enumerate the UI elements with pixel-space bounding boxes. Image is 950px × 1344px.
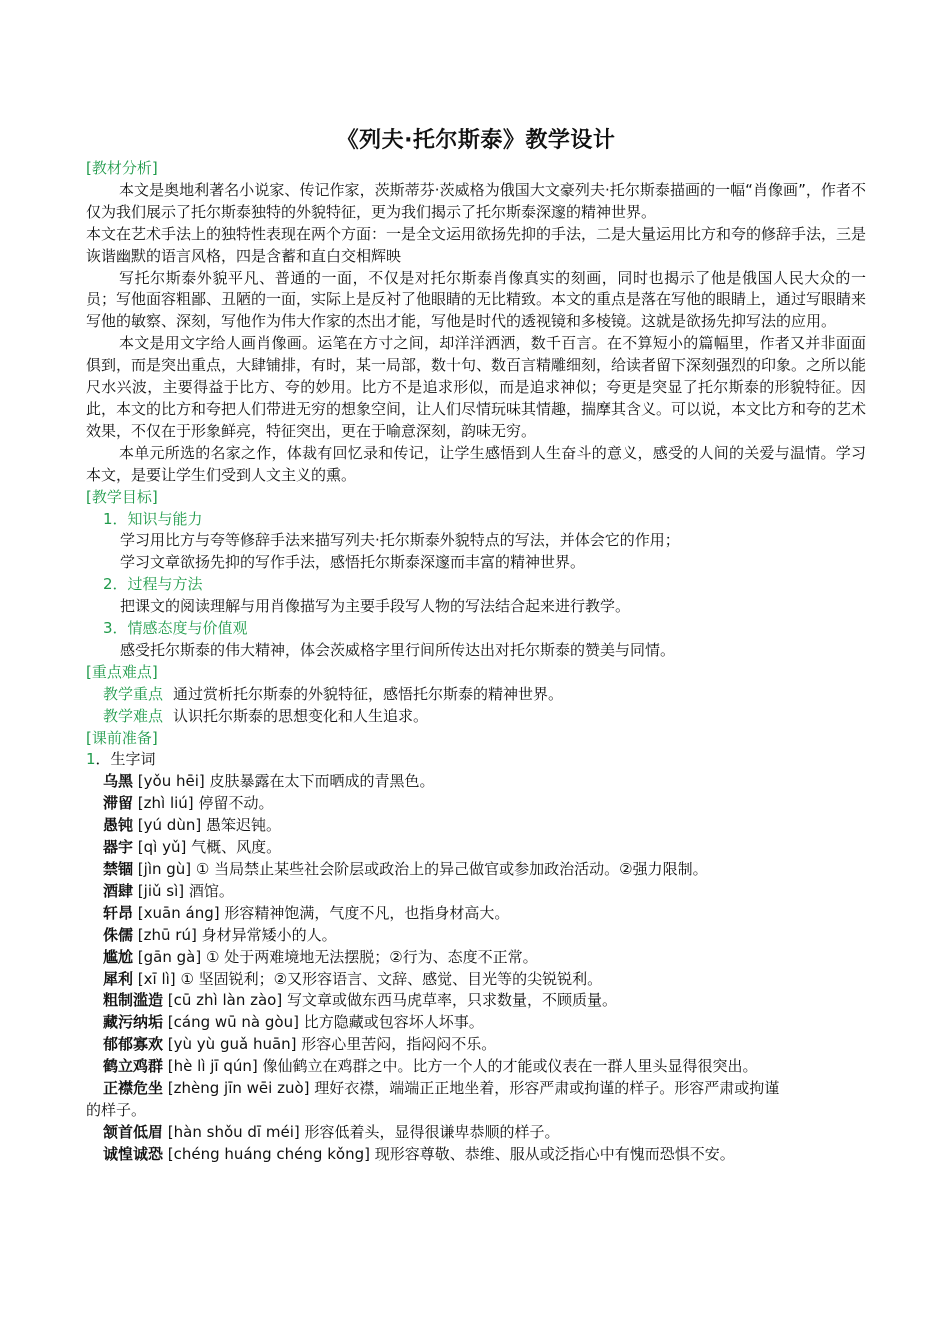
vocab-item — [86, 1078, 866, 1100]
section-heading-goals: [教学目标] — [86, 487, 158, 506]
keypoint-text: 通过赏析托尔斯泰的外貌特征，感悟托尔斯泰的精神世界。 — [173, 684, 564, 703]
vocab-definition: 皮肤暴露在太下而晒成的青黑色。 — [209, 772, 435, 791]
document-title: 《列夫·托尔斯泰》教学设计 — [336, 128, 616, 153]
vocab-pinyin: [xuān áng] — [137, 903, 220, 922]
vocab-definition: 理好衣襟，端端正正地坐着，形容严肃或拘谨的样子。形容严肃或拘谨 — [314, 1079, 780, 1098]
vocab-word: 侏儒 — [103, 925, 134, 944]
vocab-definition: ① 坚固锐利；②又形容语言、文辞、感觉、目光等的尖锐锐利。 — [180, 969, 603, 988]
vocab-word: 粗制滥造 — [103, 991, 164, 1010]
vocab-list — [86, 771, 866, 1165]
vocab-definition: 停留不动。 — [198, 794, 274, 813]
vocab-pinyin: [xī lì] — [137, 969, 176, 988]
vocab-item — [86, 1012, 866, 1034]
vocab-item — [86, 859, 866, 881]
vocab-item — [86, 1034, 866, 1056]
vocab-pinyin: [zhì liú] — [137, 794, 194, 813]
vocab-pinyin: [qì yǔ] — [137, 838, 187, 857]
goal-text: 感受托尔斯泰的伟大精神，体会茨威格字里行间所传达出对托尔斯泰的赞美与同情。 — [120, 640, 676, 659]
vocab-pinyin: [jìn gù] — [137, 860, 192, 878]
section-heading-analysis: [教材分析] — [86, 159, 158, 177]
vocab-word: 正襟危坐 — [103, 1079, 164, 1098]
section-heading-keypoints: [重点难点] — [86, 662, 158, 681]
vocab-definition: 现形容尊敬、恭维、服从或泛指心中有愧而恐惧不安。 — [374, 1144, 735, 1163]
vocab-definition: 比方隐藏或包容坏人坏事。 — [303, 1013, 484, 1032]
vocab-definition: 写文章或做东西马虎草率，只求数量，不顾质量。 — [287, 991, 618, 1010]
vocab-item — [86, 1122, 866, 1144]
vocab-pinyin: [yú dùn] — [137, 816, 202, 835]
vocab-pinyin: [jiǔ sì] — [137, 881, 185, 900]
vocab-definition: 气概、风度。 — [191, 838, 282, 857]
vocab-word: 愚钝 — [103, 816, 134, 835]
vocab-definition: 酒馆。 — [188, 881, 234, 900]
prep-subheading — [86, 749, 866, 771]
vocab-item — [86, 793, 866, 815]
vocab-item — [86, 771, 866, 793]
vocab-definition: ① 当局禁止某些社会阶层或政治上的异己做官或参加政治活动。②强力限制。 — [195, 860, 708, 878]
difficulty-row — [86, 706, 866, 728]
vocab-continuation: 的样子。 — [86, 1100, 147, 1119]
prep-sub-label: ．生字词 — [95, 750, 156, 769]
analysis-paragraph-1: 本文是奥地利著名小说家、传记作家，茨斯蒂芬·茨威格为俄国大文豪列夫·托尔斯泰描画的一幅“肖像画”，作者不仅为我们展示了托尔斯泰独特的外貌特征，更为我们揭示了托尔斯泰深邃的精神世界。 — [86, 180, 866, 221]
vocab-word: 颔首低眉 — [103, 1122, 164, 1141]
vocab-word: 诚惶诚恐 — [103, 1144, 164, 1163]
vocab-word: 乌黑 — [103, 772, 134, 791]
goal-title-process: 2．过程与方法 — [103, 575, 203, 594]
vocab-definition: 身材异常矮小的人。 — [201, 925, 337, 944]
vocab-item — [86, 837, 866, 859]
vocab-definition: 形容低着头，显得很谦卑恭顺的样子。 — [304, 1122, 560, 1141]
vocab-item — [86, 969, 866, 991]
vocab-item — [86, 1144, 866, 1166]
document-page — [86, 124, 866, 1166]
vocab-item — [86, 815, 866, 837]
vocab-pinyin: [hè lì jī qún] — [167, 1057, 258, 1076]
vocab-item — [86, 903, 866, 925]
vocab-item — [86, 925, 866, 947]
goal-text: 学习用比方与夸等修辞手法来描写列夫·托尔斯泰外貌特点的写法，并体会它的作用； — [120, 531, 680, 550]
vocab-definition: 愚笨迟钝。 — [205, 816, 281, 835]
vocab-word: 藏污纳垢 — [103, 1013, 164, 1032]
difficulty-text: 认识托尔斯泰的思想变化和人生追求。 — [173, 706, 429, 725]
vocab-word: 禁锢 — [103, 860, 134, 878]
difficulty-label: 教学难点 — [103, 706, 164, 725]
vocab-pinyin: [zhèng jīn wēi zuò] — [167, 1079, 310, 1098]
goal-text: 学习文章欲扬先抑的写作手法，感悟托尔斯泰深邃而丰富的精神世界。 — [120, 553, 586, 572]
vocab-pinyin: [gān gà] — [137, 947, 202, 966]
vocab-definition: 形容心里苦闷，指闷闷不乐。 — [301, 1035, 497, 1054]
vocab-definition: 形容精神饱满，气度不凡，也指身材高大。 — [224, 903, 510, 922]
goal-text: 把课文的阅读理解与用肖像描写为主要手段写人物的写法结合起来进行教学。 — [120, 597, 631, 616]
vocab-word: 犀利 — [103, 969, 134, 988]
analysis-paragraph-5: 本单元所选的名家之作，体裁有回忆录和传记，让学生感悟到人生奋斗的意义，感受的人间的关爱与温情。学习本文，是要让学生们受到人文主义的熏。 — [86, 443, 866, 484]
vocab-pinyin: [yǒu hēi] — [137, 772, 205, 791]
goal-title-emotion: 3．情感态度与价值观 — [103, 619, 248, 638]
vocab-definition: 像仙鹤立在鸡群之中。比方一个人的才能或仪表在一群人里头显得很突出。 — [262, 1057, 758, 1076]
vocab-definition: ① 处于两难境地无法摆脱；②行为、态度不正常。 — [205, 947, 538, 966]
vocab-word: 滞留 — [103, 794, 134, 813]
section-heading-prep: [课前准备] — [86, 728, 158, 747]
prep-sub-number: 1 — [86, 750, 96, 769]
vocab-word: 酒肆 — [103, 881, 134, 900]
analysis-paragraph-2: 本文在艺术手法上的独特性表现在两个方面：一是全文运用欲扬先抑的手法，二是大量运用比方和夸的修辞手法，三是诙谐幽默的语言风格，四是含蓄和直白交相辉映 — [86, 224, 867, 265]
vocab-pinyin: [yù yù guǎ huān] — [167, 1035, 297, 1054]
vocab-word: 郁郁寡欢 — [103, 1035, 164, 1054]
vocab-pinyin: [cáng wū nà gòu] — [167, 1013, 299, 1032]
keypoint-label: 教学重点 — [103, 684, 164, 703]
vocab-pinyin: [hàn shǒu dī méi] — [167, 1122, 300, 1141]
vocab-word: 尴尬 — [103, 947, 134, 966]
vocab-word: 轩昂 — [103, 903, 134, 922]
vocab-pinyin: [zhū rú] — [137, 925, 197, 944]
vocab-word: 器宇 — [103, 838, 134, 857]
vocab-word: 鹤立鸡群 — [103, 1057, 164, 1076]
analysis-paragraph-4: 本文是用文字给人画肖像画。运笔在方寸之间，却洋洋洒洒，数千百言。在不算短小的篇幅里，作者又并非面面俱到，而是突出重点，大肆铺排，有时，某一局部，数十句、数百言精雕细刻，给读者留下深刻强烈的印象。之所以能尺水兴波，主要得益于比方、夸的妙用。比方不是追求形似，而是追求神似；夸更是突显了托尔斯泰的形貌特征。因此，本文的比方和夸把人们带进无穷的想象空间，让人们尽情玩味其情趣，揣摩其含义。可以说，本文比方和夸的艺术效果，不仅在于形象鲜亮，特征突出，更在于喻意深刻，韵味无穷。 — [86, 334, 867, 440]
vocab-pinyin: [cū zhì làn zào] — [167, 991, 283, 1010]
vocab-item — [86, 947, 866, 969]
vocab-item — [86, 990, 866, 1012]
goal-title-knowledge: 1．知识与能力 — [103, 509, 203, 528]
keypoint-row — [86, 684, 866, 706]
vocab-item — [86, 881, 866, 903]
analysis-paragraph-3: 写托尔斯泰外貌平凡、普通的一面，不仅是对托尔斯泰肖像真实的刻画，同时也揭示了他是俄国人民大众的一员；写他面容粗鄙、丑陋的一面，实际上是反衬了他眼睛的无比精致。本文的重点是落在写他的眼睛上，通过写眼睛来写他的敏察、深刻，写他作为伟大作家的杰出才能，写他是时代的透视镜和多棱镜。这就是欲扬先抑写法的应用。 — [86, 268, 867, 331]
vocab-item — [86, 1056, 866, 1078]
vocab-pinyin: [chéng huáng chéng kǒng] — [167, 1144, 370, 1163]
